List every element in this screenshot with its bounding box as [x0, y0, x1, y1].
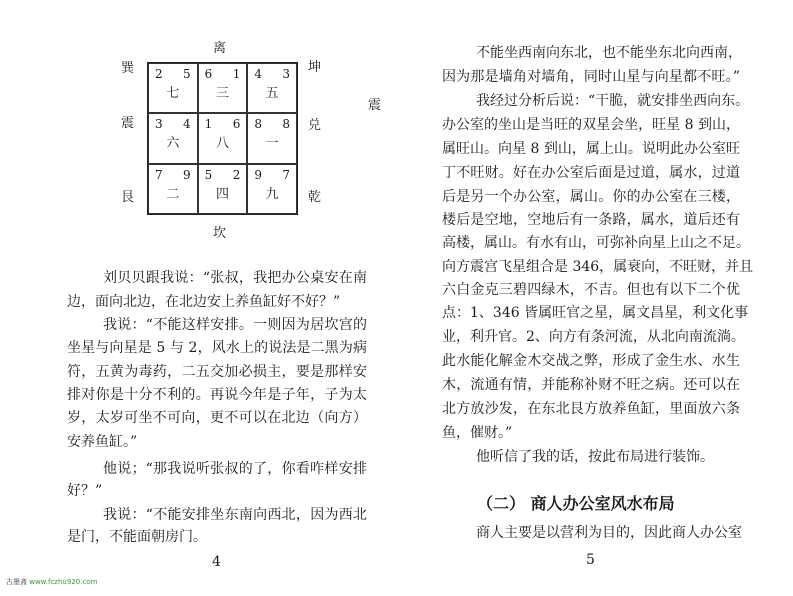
facing-star: 1 [232, 67, 241, 81]
palace-cell [247, 164, 297, 214]
direction-label-kan: 坎 [213, 226, 227, 241]
palace-cell [198, 113, 248, 163]
text-line: 我说：“不能这样安排。一则因为居坎宫的 [103, 317, 367, 333]
facing-star: 4 [183, 117, 191, 132]
text-line: 岁，太岁可坐不可向，更不可以在北边（向方） [67, 410, 367, 426]
text-line: 丁不旺财。好在办公室后面是过道，属水，过道 [442, 165, 740, 181]
facing-star: 6 [232, 117, 241, 132]
text-line: 属旺山。向星 8 到山，属上山。说明此办公室旺 [442, 141, 740, 157]
text-line: 鱼，催财。” [442, 425, 513, 441]
mountain-star: 1 [204, 117, 213, 132]
facing-star: 3 [282, 67, 290, 81]
mountain-star: 6 [204, 67, 213, 81]
page-number-right: 5 [586, 552, 595, 568]
palace-cell [247, 63, 297, 113]
palace-cell [198, 164, 248, 214]
facing-star: 9 [183, 167, 191, 182]
direction-label-gen: 艮 [121, 190, 135, 205]
text-line: 不能坐西南向东北，也不能坐东北向西南， [476, 45, 742, 61]
direction-label-li: 离 [213, 41, 227, 56]
watermark [6, 578, 97, 587]
text-line: 我说：“不能安排坐东南向西北，因为西北 [103, 507, 367, 523]
base-star: 五 [265, 86, 279, 101]
watermark-name: 古墨斋 [6, 578, 27, 586]
base-star: 三 [215, 86, 229, 101]
text-line: 高楼，属山。有水有山，可弥补向星上山之不足。 [442, 235, 750, 251]
palace-cell [247, 113, 297, 163]
facing-star: 2 [232, 167, 241, 182]
base-star: 六 [166, 136, 180, 152]
text-line: 点：1、346 皆属旺官之星，属文昌星，利文化事 [442, 305, 749, 321]
direction-label-zhen: 震 [121, 116, 135, 131]
mountain-star: 4 [254, 67, 262, 81]
text-line: 我经过分析后说：“干脆，就安排坐西向东。 [476, 93, 750, 109]
palace-cell [198, 63, 248, 113]
text-line: 办公室的坐山是当旺的双星会坐，旺星 8 到山， [442, 117, 740, 133]
text-line: 坐星与向星是 5 与 2，风水上的说法是二黑为病 [67, 340, 367, 356]
direction-label-kun: 坤 [308, 60, 322, 75]
text-line: 业，利升官。2、向方有条河流，从北向南流淌。 [442, 329, 745, 345]
mountain-star: 3 [155, 117, 163, 132]
watermark-url: www.fczhu920.com [29, 578, 98, 586]
base-star: 四 [215, 186, 229, 202]
base-star: 一 [265, 136, 279, 152]
mountain-star: 7 [155, 167, 163, 182]
text-line: 楼后是空地，空地后有一条路，属水，道后还有 [442, 212, 740, 228]
base-star: 八 [215, 136, 229, 152]
text-line: 符，五黄为毒药，二五交加必损主，要是那样安 [67, 364, 367, 380]
mountain-star: 5 [204, 167, 213, 182]
text-line: 此水能化解金木交战之弊，形成了金生水、水生 [442, 353, 740, 369]
base-star: 九 [265, 186, 279, 202]
text-line: 边，面向北边，在北边安上养鱼缸好不好？” [67, 294, 341, 310]
text-line: 后是另一个办公室，属山。你的办公室在三楼， [442, 189, 740, 205]
text-line: 他说；“那我说听张叔的了，你看咋样安排 [103, 461, 367, 477]
text-line: 安养鱼缸。” [67, 434, 138, 450]
text-line: 六白金克三碧四绿木，不吉。但也有以下二个优 [442, 282, 740, 298]
mountain-star: 2 [155, 67, 163, 81]
palace-cell [148, 164, 198, 214]
text-line: 排对你是十分不利的。再说今年是子年，子为太 [67, 387, 367, 403]
facing-star: 8 [282, 117, 290, 132]
palace-cell [148, 63, 198, 113]
text-line: 木，流通有情，并能称补财不旺之病。还可以在 [442, 377, 740, 393]
facing-star: 5 [183, 67, 191, 81]
text-line: 好？” [67, 483, 103, 499]
text-line: 刘贝贝跟我说：“张叔，我把办公桌安在南 [103, 270, 367, 286]
text-line: 商人主要是以营利为目的，因此商人办公室 [476, 525, 742, 541]
palace-cell [148, 113, 198, 163]
text-line: 是门，不能面朝房门。 [67, 529, 207, 545]
nine-palace-grid [147, 62, 298, 215]
page-number-left: 4 [212, 554, 221, 570]
text-line: 因为那是墙角对墙角，同时山星与向星都不旺。” [442, 69, 740, 85]
text-line: 向方震宫飞星组合是 346，属衰向，不旺财，并且 [442, 259, 754, 275]
base-star: 二 [166, 186, 180, 202]
direction-label-dui: 兑 [308, 118, 322, 133]
base-star: 七 [166, 86, 180, 101]
text-line: 他听信了我的话，按此布局进行装饰。 [476, 449, 714, 465]
stray-label-zhen: 震 [368, 98, 382, 113]
facing-star: 7 [282, 167, 290, 182]
text-line: 北方放沙发，在东北艮方放养鱼缸，里面放六条 [442, 401, 740, 417]
mountain-star: 8 [254, 117, 262, 132]
section-heading: （二） 商人办公室风水布局 [477, 494, 675, 513]
mountain-star: 9 [254, 167, 262, 182]
direction-label-xun: 巽 [121, 61, 135, 76]
direction-label-qian: 乾 [308, 190, 322, 205]
